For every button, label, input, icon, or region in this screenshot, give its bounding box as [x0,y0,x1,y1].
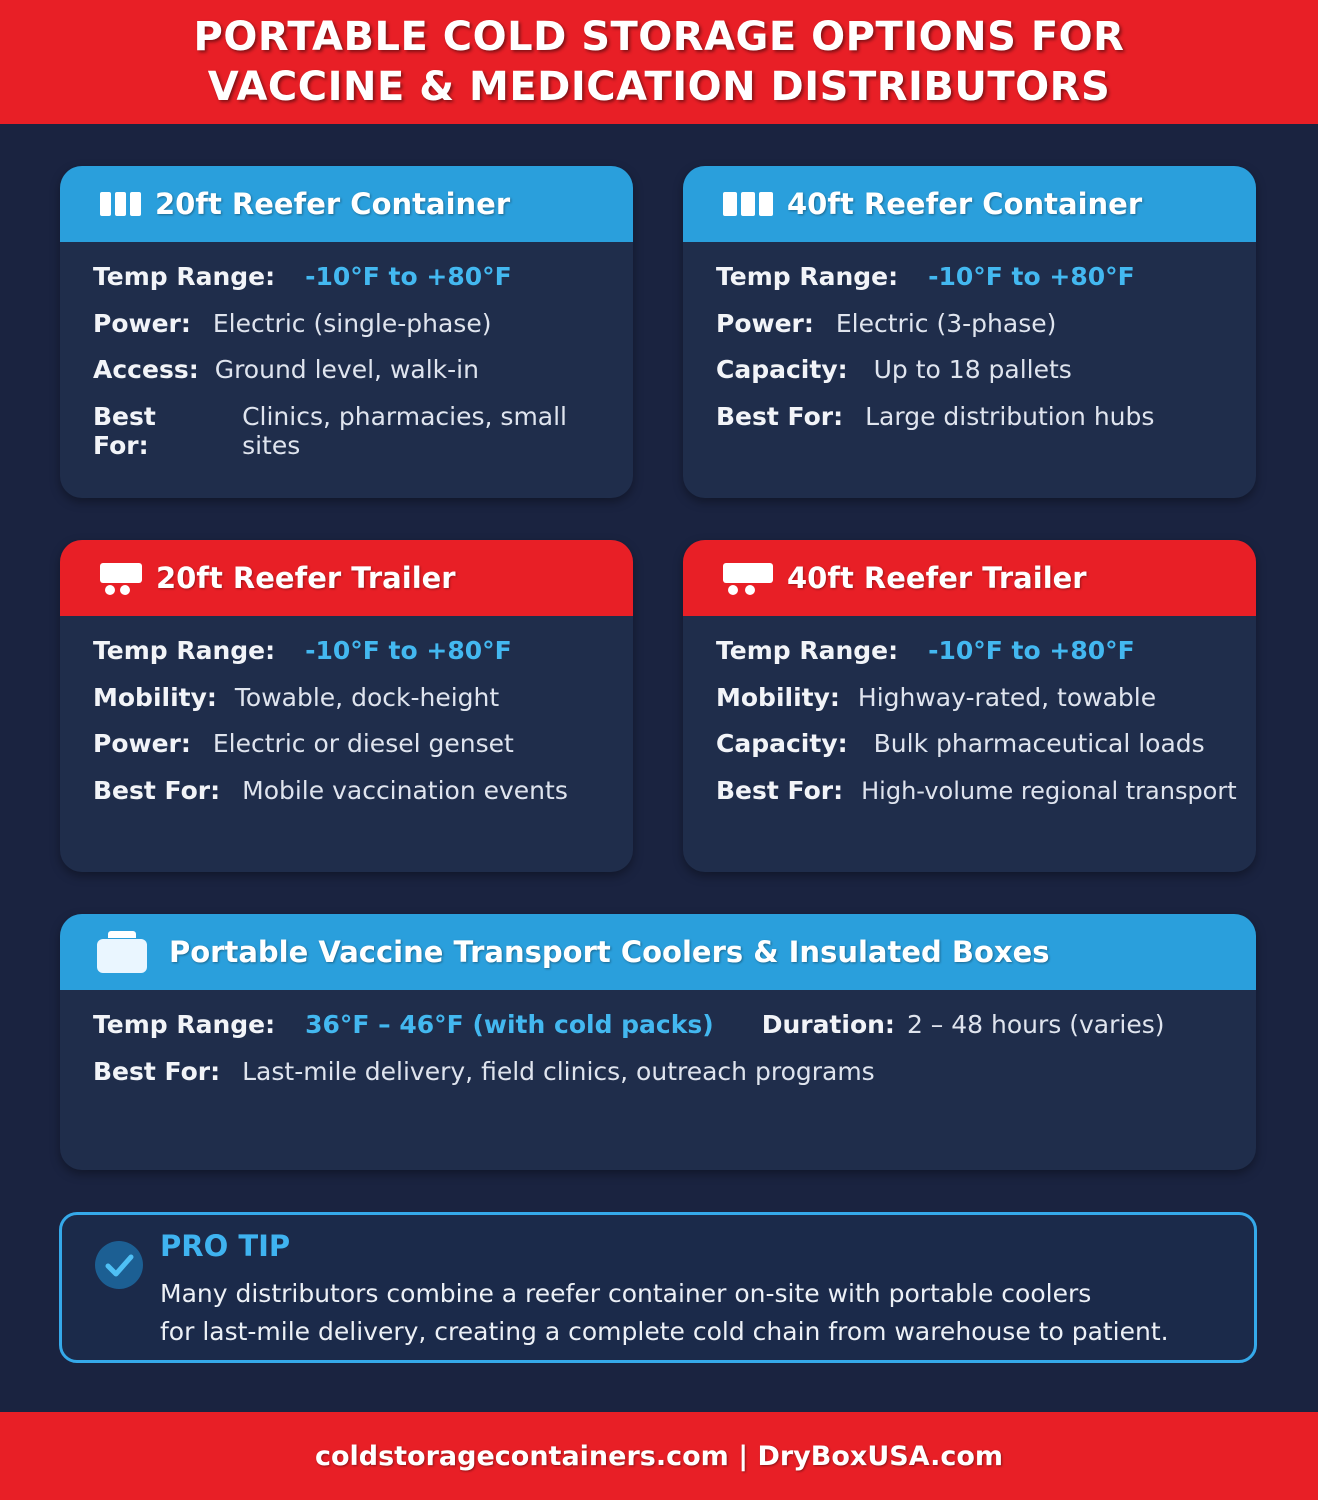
spec-row-temp-duration [93,1010,1256,1057]
spec-value: Electric (3-phase) [835,308,1057,338]
card-header [60,914,1256,990]
spec-label: Best For: [93,401,156,460]
spec-label-duration: Duration: [761,1010,895,1039]
checkmark-icon [95,1241,143,1289]
spec-value: Last-mile delivery, field clinics, outreach programs [242,1056,875,1086]
spec-label: Temp Range: [716,636,899,665]
trailer-icon [723,561,765,595]
spec-value-duration: 2 – 48 hours (varies) [906,1010,1165,1039]
card-40ft-reefer-container [683,166,1256,498]
card-20ft-reefer-container [60,166,633,498]
spec-row-power [716,309,1256,356]
spec-row-temp [716,262,1256,309]
spec-label: Mobility: [716,682,840,712]
spec-value: Electric or diesel genset [212,729,514,758]
spec-label: Best For: [93,775,221,805]
spec-value: Up to 18 pallets [873,355,1072,384]
spec-label: Power: [93,729,191,758]
spec-row-temp [93,262,633,309]
spec-value-temp: -10°F to +80°F [305,636,512,665]
spec-value: Electric (single-phase) [212,308,492,338]
card-title: Portable Vaccine Transport Coolers & Insulated Boxes [169,935,1050,969]
card-header [683,166,1256,242]
spec-row-mobility [93,683,633,730]
pro-tip-text [160,1275,1169,1351]
spec-row-temp [93,636,633,683]
cooler-icon [97,931,147,973]
card-title: 40ft Reefer Trailer [787,561,1087,595]
spec-row-access [93,355,633,402]
spec-value: Towable, dock-height [234,682,500,712]
spec-label: Mobility: [93,682,217,712]
card-title: 20ft Reefer Trailer [156,561,456,595]
spec-row-temp [716,636,1256,683]
card-title: 20ft Reefer Container [155,187,511,221]
container-icon [723,192,773,216]
spec-value: Clinics, pharmacies, small sites [242,401,568,460]
spec-value-temp: -10°F to +80°F [305,262,512,291]
page-title-line-1: PORTABLE COLD STORAGE OPTIONS FOR [193,14,1125,60]
page-footer [0,1412,1318,1500]
spec-row-capacity [716,355,1256,402]
spec-value-temp: 36°F – 46°F (with cold packs) [305,1010,714,1039]
page-header [0,0,1318,124]
spec-row-power [93,729,633,776]
spec-row-best-for [716,776,1256,823]
spec-label: Best For: [716,775,844,805]
card-header [683,540,1256,616]
spec-value: Bulk pharmaceutical loads [873,729,1205,758]
spec-label: Temp Range: [716,262,899,291]
spec-row-capacity [716,729,1256,776]
spec-label: Access: [93,355,199,384]
spec-value: High-volume regional transport [861,776,1237,805]
card-portable-coolers [60,914,1256,1170]
pro-tip-line-2: for last-mile delivery, creating a complete cold chain from warehouse to patient. [160,1317,1169,1346]
spec-label: Power: [93,308,191,338]
card-20ft-reefer-trailer [60,540,633,872]
spec-value: Ground level, walk-in [214,355,479,384]
pro-tip-title: PRO TIP [160,1229,291,1263]
pro-tip-line-1: Many distributors combine a reefer container on-site with portable coolers [160,1279,1092,1308]
spec-label: Capacity: [716,729,848,758]
spec-value: Mobile vaccination events [242,775,568,805]
spec-row-best-for [93,1057,1256,1104]
page-title-line-2: VACCINE & MEDICATION DISTRIBUTORS [207,64,1111,110]
card-header [60,166,633,242]
spec-row-best-for [716,402,1256,449]
spec-label: Power: [716,308,814,338]
card-40ft-reefer-trailer [683,540,1256,872]
spec-label: Best For: [93,1056,221,1086]
spec-label: Temp Range: [93,1010,276,1039]
spec-label: Temp Range: [93,636,276,665]
container-icon [100,192,141,216]
spec-row-mobility [716,683,1256,730]
spec-label: Temp Range: [93,262,276,291]
spec-row-best-for [93,401,633,460]
spec-label: Capacity: [716,355,848,384]
spec-label: Best For: [716,401,844,431]
spec-value-temp: -10°F to +80°F [928,636,1135,665]
spec-value-temp: -10°F to +80°F [928,262,1135,291]
card-header [60,540,633,616]
pro-tip-box [59,1212,1257,1363]
card-title: 40ft Reefer Container [787,187,1143,221]
footer-links: coldstoragecontainers.com | DryBoxUSA.com [314,1440,1004,1472]
spec-row-power [93,309,633,356]
spec-row-best-for [93,776,633,823]
spec-value: Highway-rated, towable [857,682,1157,712]
spec-value: Large distribution hubs [865,401,1155,431]
trailer-icon [100,561,142,595]
